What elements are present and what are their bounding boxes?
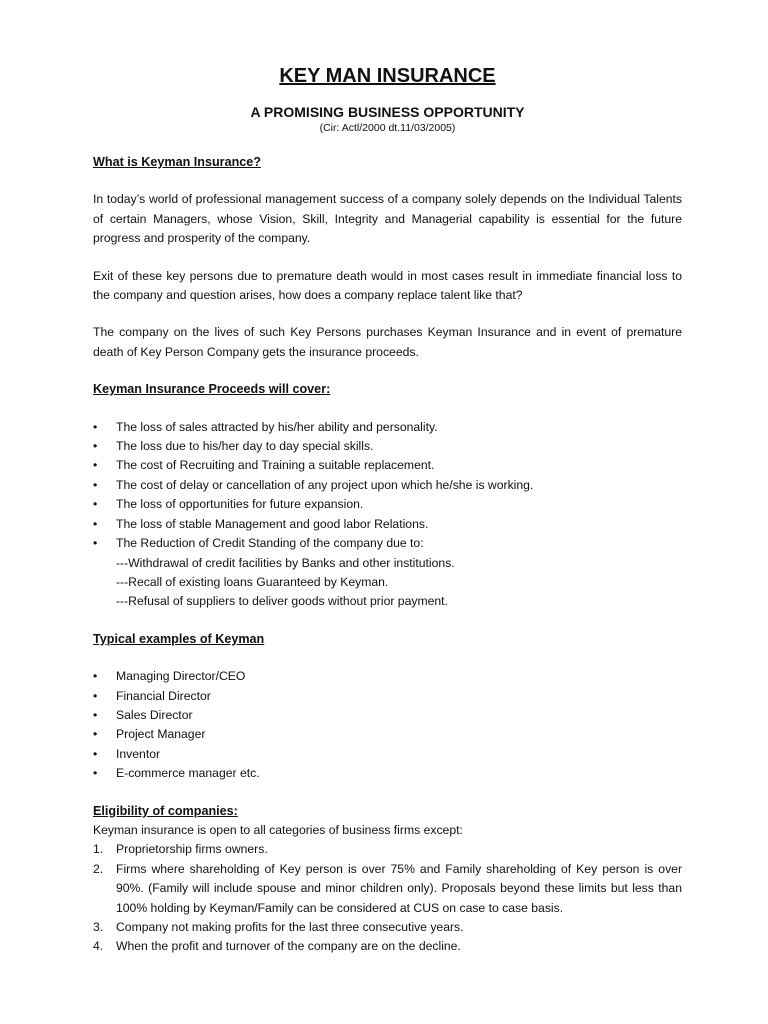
list-item: [93, 687, 682, 706]
paragraph-exit: Exit of these key persons due to premature death would in most cases result in immediate financial loss to the company and question arises, how does a company replace talent like that?: [93, 268, 682, 303]
list-item-text: The Reduction of Credit Standing of the company due to:: [116, 536, 424, 551]
list-item: [93, 456, 682, 475]
list-number: 1.: [93, 842, 104, 857]
list-number: 2.: [93, 861, 104, 876]
list-item: [93, 418, 682, 437]
bullet-icon: •: [93, 536, 98, 551]
bullet-icon: •: [93, 707, 98, 722]
list-item-text: When the profit and turnover of the company are on the decline.: [116, 939, 461, 954]
bullet-icon: •: [93, 766, 98, 781]
list-item-text: The cost of delay or cancellation of any project upon which he/she is working.: [116, 477, 534, 492]
list-item: [93, 495, 682, 514]
list-item: [93, 918, 682, 937]
paragraph-intro: In today’s world of professional management success of a company solely depends on the Individual Talents of certain Managers, whose Vision, Skill, Integrity and Managerial capability is essential for the future progress and prosperity of the company.: [93, 192, 682, 246]
section-heading-examples: Typical examples of Keyman: [93, 631, 265, 646]
list-item: [93, 515, 682, 534]
list-item: [93, 764, 682, 783]
list-item-text: Sales Director: [116, 707, 193, 722]
list-item-text: E-commerce manager etc.: [116, 766, 260, 781]
document-title: KEY MAN INSURANCE: [279, 65, 496, 87]
examples-list: [93, 667, 682, 783]
list-item-text: Project Manager: [116, 727, 206, 742]
bullet-icon: •: [93, 439, 98, 454]
list-item-text: Firms where shareholding of Key person is over 75% and Family shareholding of Key person is over 90%. (Family will include spouse and minor children only). Proposals beyond these limits but less than 100% holding by Keyman/Family can be considered at CUS on case to case basis.: [116, 861, 682, 915]
list-item-text: The loss of opportunities for future expansion.: [116, 497, 364, 512]
list-item-text: The cost of Recruiting and Training a suitable replacement.: [116, 458, 435, 473]
bullet-icon: •: [93, 419, 98, 434]
bullet-icon: •: [93, 688, 98, 703]
document-subtitle: A PROMISING BUSINESS OPPORTUNITY: [250, 104, 525, 120]
circular-reference: (Cir: Actl/2000 dt.11/03/2005): [319, 122, 456, 134]
list-item: [93, 437, 682, 456]
paragraph-purchase: The company on the lives of such Key Persons purchases Keyman Insurance and in event of premature death of Key Person Company gets the insurance proceeds.: [93, 325, 682, 359]
list-item: [93, 860, 682, 918]
list-item-text: Financial Director: [116, 688, 211, 703]
list-item-text: The loss of stable Management and good labor Relations.: [116, 516, 429, 531]
list-item-text: Inventor: [116, 746, 161, 761]
list-item: [93, 476, 682, 495]
list-item-text: Company not making profits for the last three consecutive years.: [116, 920, 464, 934]
bullet-icon: •: [93, 497, 98, 512]
bullet-icon: •: [93, 746, 98, 761]
bullet-icon: •: [93, 458, 98, 473]
list-item: [93, 725, 682, 744]
list-item: [93, 745, 682, 764]
list-item: [93, 706, 682, 725]
section-heading-what-is: What is Keyman Insurance?: [93, 155, 261, 169]
section-heading-proceeds: Keyman Insurance Proceeds will cover:: [93, 382, 331, 397]
list-item: [93, 667, 682, 686]
list-item-text: The loss of sales attracted by his/her ability and personality.: [116, 419, 438, 434]
list-item: [93, 840, 682, 859]
eligibility-intro: Keyman insurance is open to all categories of business firms except:: [93, 822, 463, 837]
list-number: 3.: [93, 920, 104, 934]
bullet-icon: •: [93, 669, 98, 684]
bullet-icon: •: [93, 477, 98, 492]
eligibility-list: [93, 840, 682, 956]
list-number: 4.: [93, 939, 104, 954]
list-item-text: Managing Director/CEO: [116, 669, 246, 684]
sub-item: ---Withdrawal of credit facilities by Banks and other institutions.: [116, 555, 455, 570]
sub-item: ---Recall of existing loans Guaranteed by Keyman.: [116, 574, 389, 589]
proceeds-list: [93, 418, 682, 554]
bullet-icon: •: [93, 727, 98, 742]
sub-item: ---Refusal of suppliers to deliver goods without prior payment.: [116, 594, 448, 609]
list-item: [93, 534, 682, 553]
list-item-text: The loss due to his/her day to day special skills.: [116, 439, 374, 454]
bullet-icon: •: [93, 516, 98, 531]
list-item-text: Proprietorship firms owners.: [116, 842, 268, 857]
section-heading-eligibility: Eligibility of companies:: [93, 803, 238, 818]
list-item: [93, 937, 682, 956]
